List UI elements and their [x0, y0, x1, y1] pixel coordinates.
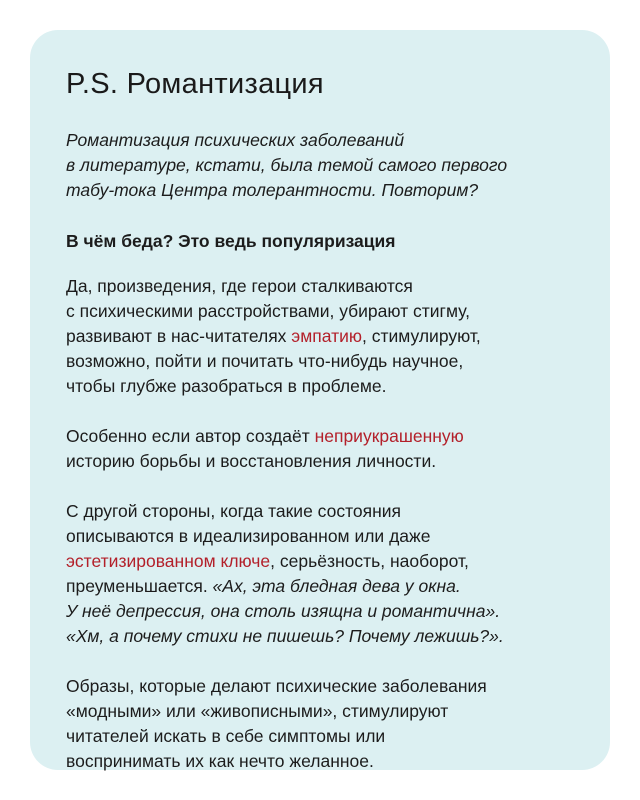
text-line: возможно, пойти и почитать что-нибудь научное, — [66, 351, 464, 371]
intro-line: Романтизация психических заболеваний — [66, 130, 405, 150]
empathy-link[interactable]: эмпатию — [291, 326, 362, 346]
text-line: Образы, которые делают психические заболевания — [66, 676, 487, 696]
quote-line: У неё депрессия, она столь изящна и романтична». — [66, 601, 501, 621]
text-line: воспринимать их как нечто желанное. — [66, 751, 374, 771]
page-title: P.S. Романтизация — [66, 68, 324, 100]
section-subheading: В чём беда? Это ведь популяризация — [66, 231, 396, 251]
text-line: «модными» или «живописными», стимулируют — [66, 701, 449, 721]
paragraph-3 — [66, 499, 574, 649]
text-line: Особенно если автор создаёт — [66, 426, 315, 446]
content-card — [30, 30, 610, 770]
intro-line: табу-тока Центра толерантности. Повторим? — [66, 180, 479, 200]
aestheticized-link[interactable]: эстетизированном ключе — [66, 551, 271, 571]
unembellished-link[interactable]: неприукрашенную — [314, 426, 464, 446]
text-line: историю борьбы и восстановления личности. — [66, 451, 437, 471]
paragraph-4 — [66, 674, 574, 774]
paragraph-2 — [66, 424, 574, 474]
text-line: , серьёзность, наоборот, — [270, 551, 469, 571]
text-line: описываются в идеализированном или даже — [66, 526, 431, 546]
text-line: развивают в нас-читателях — [66, 326, 292, 346]
text-line: читателей искать в себе симптомы или — [66, 726, 386, 746]
text-line: преуменьшается. — [66, 576, 213, 596]
text-line: чтобы глубже разобраться в проблеме. — [66, 376, 387, 396]
text-line: с психическими расстройствами, убирают стигму, — [66, 301, 471, 321]
text-line: , стимулируют, — [361, 326, 481, 346]
intro-paragraph — [66, 128, 574, 203]
quote-line: «Хм, а почему стихи не пишешь? Почему лежишь?». — [66, 626, 504, 646]
intro-line: в литературе, кстати, была темой самого первого — [66, 155, 508, 175]
quote-line: «Ах, эта бледная дева у окна. — [212, 576, 461, 596]
text-line: Да, произведения, где герои сталкиваются — [66, 276, 413, 296]
text-line: С другой стороны, когда такие состояния — [66, 501, 402, 521]
paragraph-1 — [66, 274, 574, 399]
